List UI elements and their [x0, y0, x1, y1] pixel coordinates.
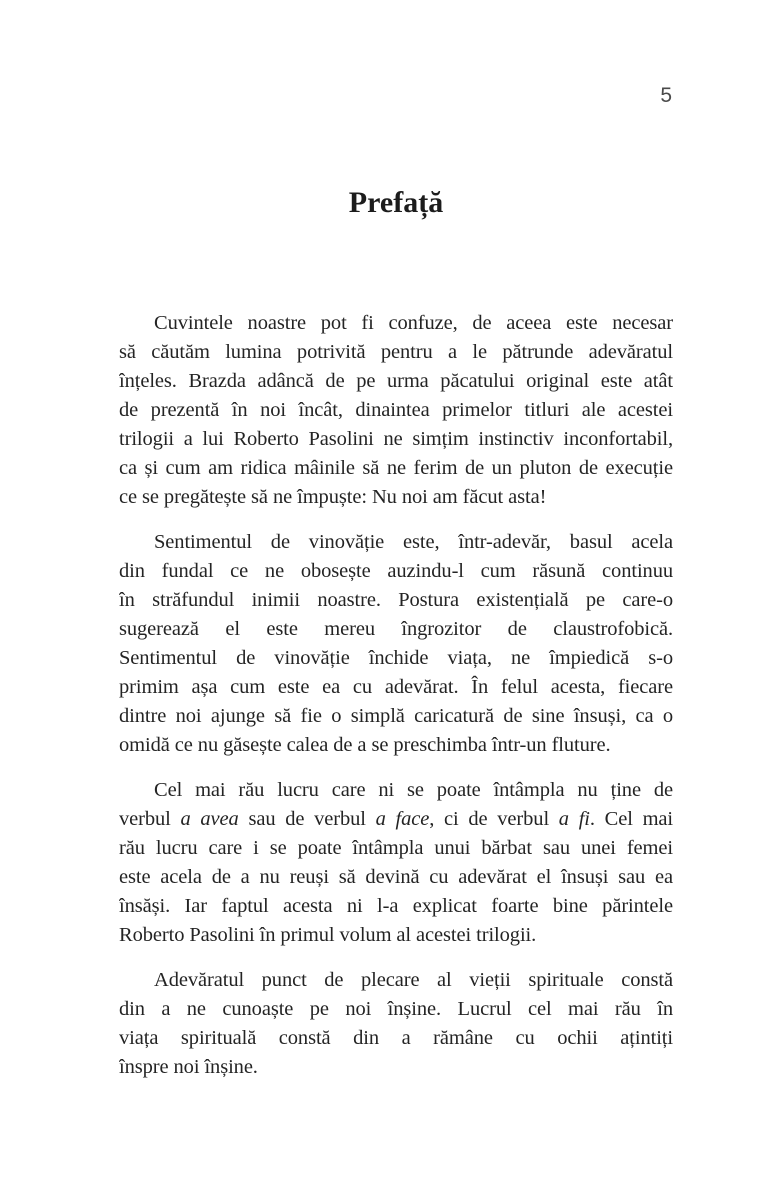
- text-line: Cuvintele noastre pot fi confuze, de aceea este necesar: [154, 312, 673, 334]
- text-line: Cel mai rău lucru care ni se poate întâmpla nu ține de: [154, 779, 673, 801]
- paragraph: [119, 528, 673, 760]
- text-segment: . Cel mai: [589, 808, 673, 830]
- text-line: trilogii a lui Roberto Pasolini ne simțim instinctiv inconfortabil,: [119, 428, 673, 450]
- text-segment: , ci de verbul: [429, 808, 559, 830]
- text-line: din fundal ce ne obosește auzindu-l cum răsună continuu: [119, 560, 673, 582]
- text-line: primim așa cum este ea cu adevărat. În felul acesta, fiecare: [119, 676, 673, 698]
- text-line: omidă ce nu găsește calea de a se preschimba într-un fluture.: [119, 734, 611, 756]
- paragraph: [119, 309, 673, 512]
- text-line: este acela de a nu reuși să devină cu adevărat el însuși sau ea: [119, 866, 673, 888]
- text-line: însăși. Iar faptul acesta ni l-a explicat foarte bine părintele: [119, 895, 673, 917]
- page-number: 5: [660, 84, 672, 107]
- text-line: în străfundul inimii noastre. Postura existențială pe care-o: [119, 589, 673, 611]
- text-line: Adevăratul punct de plecare al vieții spirituale constă: [154, 969, 673, 991]
- text-line: Roberto Pasolini în primul volum al acestei trilogii.: [119, 924, 537, 946]
- italic-term: a fi: [558, 808, 590, 830]
- text-line: viața spirituală constă din a rămâne cu ochii ațintiți: [119, 1027, 673, 1049]
- text-line: înspre noi înșine.: [119, 1056, 258, 1078]
- text-line: sugerează el este mereu îngrozitor de claustrofobică.: [119, 618, 673, 640]
- text-line: Sentimentul de vinovăție închide viața, ne împiedică s-o: [119, 647, 673, 669]
- body-text: [119, 309, 673, 1082]
- italic-term: a face: [375, 808, 430, 830]
- text-line: să căutăm lumina potrivită pentru a le pătrunde adevăratul: [119, 341, 673, 363]
- text-line: ce se pregătește să ne împuște: Nu noi am făcut asta!: [119, 486, 547, 508]
- italic-term: a avea: [180, 808, 239, 830]
- text-line: dintre noi ajunge să fie o simplă caricatură de sine însuși, ca o: [119, 705, 673, 727]
- text-segment: verbul: [119, 808, 181, 830]
- text-segment: sau de verbul: [238, 808, 376, 830]
- text-line: înțeles. Brazda adâncă de pe urma păcatului original este atât: [119, 370, 673, 392]
- chapter-title: Prefață: [348, 186, 444, 219]
- text-line: de prezentă în noi încât, dinaintea primelor titluri ale acestei: [119, 399, 673, 421]
- text-line: ca și cum am ridica mâinile să ne ferim de un pluton de execuție: [119, 457, 673, 479]
- paragraph: [119, 776, 673, 950]
- text-line: Sentimentul de vinovăție este, într-adevăr, basul acela: [154, 531, 673, 553]
- paragraph: [119, 966, 673, 1082]
- text-line: din a ne cunoaște pe noi înșine. Lucrul cel mai rău în: [119, 998, 673, 1020]
- text-line: rău lucru care i se poate întâmpla unui bărbat sau unei femei: [119, 837, 673, 859]
- text-line: [119, 805, 673, 834]
